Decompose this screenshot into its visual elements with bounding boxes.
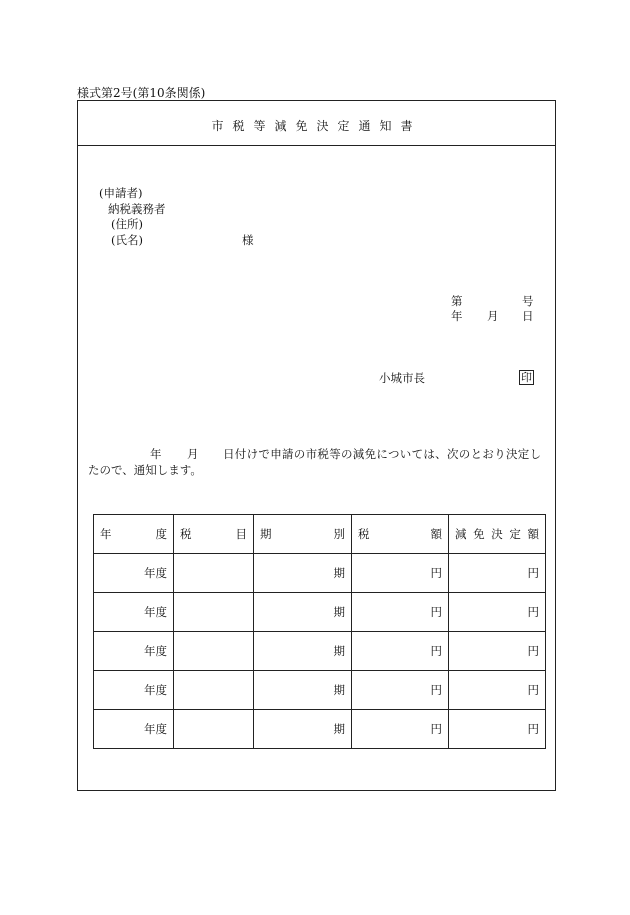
body-month: 月 <box>187 447 199 461</box>
seal-mark <box>519 369 534 385</box>
cell-tax-item <box>174 632 254 671</box>
date-day: 日 <box>522 309 534 323</box>
cell-reduction-amount: 円 <box>449 710 546 749</box>
cell-fiscal-year: 年度 <box>94 593 174 632</box>
body-year: 年 <box>150 447 162 461</box>
applicant-label: (申請者) <box>99 186 143 200</box>
reduction-table <box>93 514 546 749</box>
header-period: 期 別 <box>254 515 352 554</box>
cell-period: 期 <box>254 554 352 593</box>
table-row <box>94 710 546 749</box>
document-title: 市税等減免決定通知書 <box>211 119 422 133</box>
cell-reduction-amount: 円 <box>449 671 546 710</box>
cell-tax-item <box>174 554 254 593</box>
cell-tax-amount: 円 <box>352 593 449 632</box>
table-row <box>94 632 546 671</box>
date-month: 月 <box>487 309 499 323</box>
cell-tax-amount: 円 <box>352 671 449 710</box>
cell-tax-amount: 円 <box>352 632 449 671</box>
cell-tax-amount: 円 <box>352 710 449 749</box>
table-row <box>94 593 546 632</box>
table-header-row <box>94 515 546 554</box>
cell-fiscal-year: 年度 <box>94 554 174 593</box>
document-number-suffix: 号 <box>522 294 534 308</box>
form-number-label: 様式第2号(第10条関係) <box>77 86 206 100</box>
cell-fiscal-year: 年度 <box>94 671 174 710</box>
body-line-2: たので、通知します。 <box>88 463 202 477</box>
date-year: 年 <box>451 309 463 323</box>
cell-fiscal-year: 年度 <box>94 632 174 671</box>
table-row <box>94 671 546 710</box>
cell-fiscal-year: 年度 <box>94 710 174 749</box>
body-line-1: 日付けで申請の市税等の減免については、次のとおり決定し <box>223 447 542 461</box>
taxpayer-label: 納税義務者 <box>108 202 166 216</box>
header-tax-amount: 税 額 <box>352 515 449 554</box>
cell-reduction-amount: 円 <box>449 554 546 593</box>
cell-period: 期 <box>254 593 352 632</box>
cell-reduction-amount: 円 <box>449 632 546 671</box>
seal-icon: 印 <box>521 371 532 384</box>
cell-tax-amount: 円 <box>352 554 449 593</box>
header-tax-item: 税 目 <box>174 515 254 554</box>
cell-period: 期 <box>254 671 352 710</box>
issuer-title: 小城市長 <box>379 371 425 385</box>
notice-frame <box>77 100 556 791</box>
honorific: 様 <box>242 233 254 247</box>
cell-reduction-amount: 円 <box>449 593 546 632</box>
header-fiscal-year: 年 度 <box>94 515 174 554</box>
document-number-prefix: 第 <box>451 294 463 308</box>
title-row <box>78 101 555 146</box>
cell-tax-item <box>174 710 254 749</box>
cell-period: 期 <box>254 632 352 671</box>
table-row <box>94 554 546 593</box>
name-label: (氏名) <box>111 233 143 247</box>
cell-period: 期 <box>254 710 352 749</box>
cell-tax-item <box>174 671 254 710</box>
address-label: (住所) <box>111 217 143 231</box>
cell-tax-item <box>174 593 254 632</box>
header-reduction-amount: 減 免 決 定 額 <box>449 515 546 554</box>
